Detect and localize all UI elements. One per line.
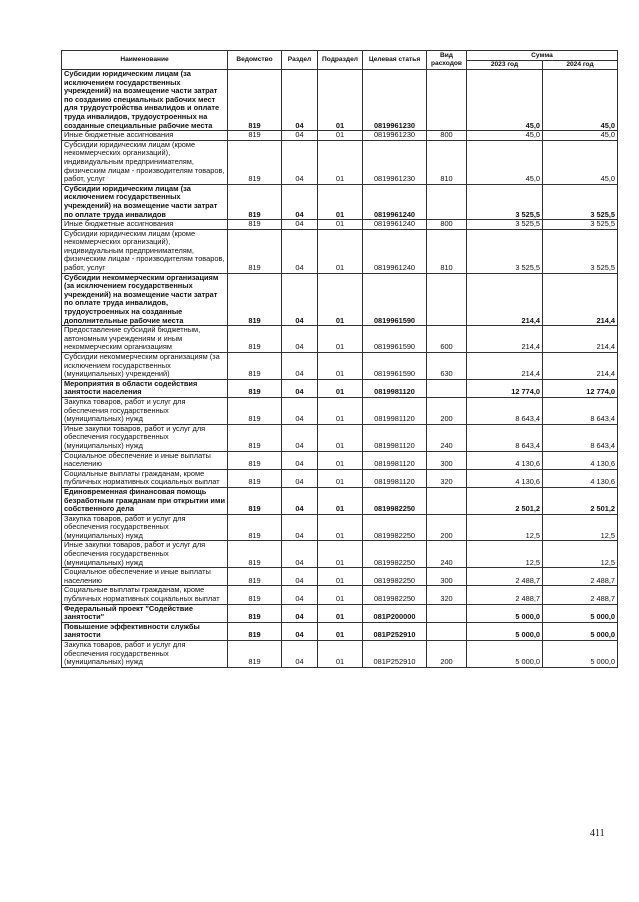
cell-sum-2024: 2 488,7: [543, 586, 618, 604]
cell-sum-2024: 8 643,4: [543, 397, 618, 424]
cell-name: Социальное обеспечение и иные выплаты населению: [62, 451, 228, 469]
cell-name: Субсидии юридическим лицам (за исключением государственных учреждений) на возмещение части затрат по созданию специальных рабочих мест для трудоустройства инвалидов и оплате труда инвалидов, трудоустроенных на созданные специальные рабочие места: [62, 70, 228, 131]
cell-podrazdel: 01: [318, 586, 363, 604]
cell-podrazdel: 01: [318, 379, 363, 397]
header-sum: Сумма: [467, 51, 618, 61]
cell-expense-type: 320: [427, 586, 467, 604]
cell-ved: 819: [228, 514, 282, 541]
cell-sum-2024: 2 501,2: [543, 487, 618, 514]
cell-name: Иные бюджетные ассигнования: [62, 220, 228, 230]
cell-razdel: 04: [282, 184, 318, 219]
cell-expense-type: 600: [427, 326, 467, 353]
cell-sum-2023: 8 643,4: [467, 424, 543, 451]
cell-sum-2024: 2 488,7: [543, 568, 618, 586]
cell-name: Закупка товаров, работ и услуг для обеспечения государственных (муниципальных) нужд: [62, 641, 228, 668]
cell-target-article: 081P200000: [363, 604, 427, 622]
cell-target-article: 0819982250: [363, 487, 427, 514]
page-number: 411: [590, 828, 605, 839]
cell-name: Федеральный проект "Содействие занятости": [62, 604, 228, 622]
cell-expense-type: 810: [427, 229, 467, 273]
cell-ved: 819: [228, 568, 282, 586]
cell-sum-2024: 45,0: [543, 131, 618, 141]
table-row: [62, 140, 618, 184]
cell-podrazdel: 01: [318, 397, 363, 424]
cell-target-article: 0819982250: [363, 586, 427, 604]
cell-razdel: 04: [282, 70, 318, 131]
cell-sum-2023: 8 643,4: [467, 397, 543, 424]
cell-ved: 819: [228, 397, 282, 424]
cell-razdel: 04: [282, 641, 318, 668]
cell-ved: 819: [228, 326, 282, 353]
cell-name: Субсидии некоммерческим организациям (за исключением государственных (муниципальных) учреждений): [62, 353, 228, 380]
cell-name: Иные бюджетные ассигнования: [62, 131, 228, 141]
cell-razdel: 04: [282, 424, 318, 451]
cell-ved: 819: [228, 379, 282, 397]
table-row: [62, 184, 618, 219]
header-expense-type: Вид расходов: [427, 51, 467, 70]
cell-sum-2023: 45,0: [467, 131, 543, 141]
cell-ved: 819: [228, 469, 282, 487]
cell-target-article: 081P252910: [363, 641, 427, 668]
table-row: [62, 487, 618, 514]
cell-razdel: 04: [282, 541, 318, 568]
cell-sum-2023: 5 000,0: [467, 622, 543, 640]
cell-razdel: 04: [282, 487, 318, 514]
cell-sum-2023: 4 130,6: [467, 451, 543, 469]
cell-target-article: 0819961590: [363, 273, 427, 326]
cell-podrazdel: 01: [318, 541, 363, 568]
cell-expense-type: [427, 622, 467, 640]
cell-expense-type: [427, 487, 467, 514]
cell-sum-2023: 5 000,0: [467, 641, 543, 668]
cell-expense-type: 300: [427, 451, 467, 469]
cell-ved: 819: [228, 70, 282, 131]
cell-podrazdel: 01: [318, 353, 363, 380]
cell-expense-type: [427, 604, 467, 622]
cell-expense-type: 630: [427, 353, 467, 380]
cell-name: Закупка товаров, работ и услуг для обеспечения государственных (муниципальных) нужд: [62, 514, 228, 541]
cell-podrazdel: 01: [318, 220, 363, 230]
cell-name: Предоставление субсидий бюджетным, автономным учреждениям и иным некоммерческим организациям: [62, 326, 228, 353]
table-row: [62, 586, 618, 604]
header-razdel: Раздел: [282, 51, 318, 70]
cell-ved: 819: [228, 229, 282, 273]
cell-razdel: 04: [282, 469, 318, 487]
cell-sum-2024: 12,5: [543, 514, 618, 541]
cell-target-article: 0819981120: [363, 469, 427, 487]
table-row: [62, 326, 618, 353]
cell-podrazdel: 01: [318, 131, 363, 141]
cell-sum-2023: 12 774,0: [467, 379, 543, 397]
cell-name: Субсидии юридическим лицам (кроме некоммерческих организаций), индивидуальным предпринимателям, физическим лицам - производителям товаров, работ, услуг: [62, 229, 228, 273]
cell-podrazdel: 01: [318, 641, 363, 668]
cell-name: Социальные выплаты гражданам, кроме публичных нормативных социальных выплат: [62, 586, 228, 604]
cell-sum-2023: 45,0: [467, 140, 543, 184]
cell-target-article: 0819982250: [363, 568, 427, 586]
cell-podrazdel: 01: [318, 487, 363, 514]
cell-expense-type: 320: [427, 469, 467, 487]
cell-expense-type: 810: [427, 140, 467, 184]
table-row: [62, 273, 618, 326]
cell-razdel: 04: [282, 451, 318, 469]
cell-razdel: 04: [282, 397, 318, 424]
cell-expense-type: 800: [427, 131, 467, 141]
cell-sum-2024: 3 525,5: [543, 229, 618, 273]
cell-razdel: 04: [282, 622, 318, 640]
cell-razdel: 04: [282, 514, 318, 541]
cell-razdel: 04: [282, 326, 318, 353]
cell-razdel: 04: [282, 273, 318, 326]
cell-podrazdel: 01: [318, 469, 363, 487]
cell-sum-2023: 2 488,7: [467, 586, 543, 604]
cell-sum-2024: 3 525,5: [543, 220, 618, 230]
cell-sum-2023: 12,5: [467, 541, 543, 568]
cell-name: Закупка товаров, работ и услуг для обеспечения государственных (муниципальных) нужд: [62, 397, 228, 424]
cell-sum-2024: 4 130,6: [543, 451, 618, 469]
budget-table-page: [61, 50, 617, 668]
table-header: [62, 51, 618, 70]
cell-sum-2024: 5 000,0: [543, 622, 618, 640]
cell-ved: 819: [228, 487, 282, 514]
cell-sum-2023: 2 488,7: [467, 568, 543, 586]
cell-sum-2024: 214,4: [543, 273, 618, 326]
cell-ved: 819: [228, 184, 282, 219]
cell-target-article: 0819981120: [363, 379, 427, 397]
cell-sum-2024: 3 525,5: [543, 184, 618, 219]
cell-target-article: 0819961590: [363, 353, 427, 380]
cell-razdel: 04: [282, 604, 318, 622]
table-row: [62, 397, 618, 424]
cell-sum-2023: 5 000,0: [467, 604, 543, 622]
cell-razdel: 04: [282, 379, 318, 397]
cell-ved: 819: [228, 273, 282, 326]
table-row: [62, 604, 618, 622]
table-row: [62, 229, 618, 273]
cell-name: Субсидии некоммерческим организациям (за исключением государственных учреждений) на возмещение части затрат по оплате труда инвалидов, трудоустроенных на созданные дополнительные рабочие места: [62, 273, 228, 326]
table-row: [62, 379, 618, 397]
cell-razdel: 04: [282, 586, 318, 604]
table-row: [62, 568, 618, 586]
cell-razdel: 04: [282, 140, 318, 184]
cell-sum-2024: 45,0: [543, 70, 618, 131]
table-row: [62, 469, 618, 487]
cell-expense-type: [427, 70, 467, 131]
cell-expense-type: [427, 273, 467, 326]
cell-target-article: 0819961230: [363, 131, 427, 141]
cell-ved: 819: [228, 140, 282, 184]
cell-expense-type: 200: [427, 397, 467, 424]
header-podrazdel: Подраздел: [318, 51, 363, 70]
cell-ved: 819: [228, 220, 282, 230]
cell-name: Социальное обеспечение и иные выплаты населению: [62, 568, 228, 586]
header-name: Наименование: [62, 51, 228, 70]
cell-sum-2024: 8 643,4: [543, 424, 618, 451]
table-body: [62, 70, 618, 668]
table-row: [62, 424, 618, 451]
cell-podrazdel: 01: [318, 70, 363, 131]
cell-podrazdel: 01: [318, 273, 363, 326]
cell-razdel: 04: [282, 220, 318, 230]
cell-target-article: 0819961590: [363, 326, 427, 353]
cell-sum-2024: 4 130,6: [543, 469, 618, 487]
cell-name: Социальные выплаты гражданам, кроме публичных нормативных социальных выплат: [62, 469, 228, 487]
cell-podrazdel: 01: [318, 140, 363, 184]
table-row: [62, 70, 618, 131]
cell-name: Мероприятия в области содействия занятости населения: [62, 379, 228, 397]
cell-name: Повышение эффективности службы занятости: [62, 622, 228, 640]
table-row: [62, 220, 618, 230]
cell-sum-2023: 3 525,5: [467, 229, 543, 273]
cell-ved: 819: [228, 641, 282, 668]
cell-razdel: 04: [282, 131, 318, 141]
cell-name: Субсидии юридическим лицам (за исключением государственных учреждений) на возмещение части затрат по оплате труда инвалидов: [62, 184, 228, 219]
cell-sum-2023: 4 130,6: [467, 469, 543, 487]
cell-expense-type: 200: [427, 641, 467, 668]
cell-ved: 819: [228, 353, 282, 380]
cell-expense-type: 240: [427, 424, 467, 451]
table-row: [62, 641, 618, 668]
cell-expense-type: 300: [427, 568, 467, 586]
header-ved: Ведомство: [228, 51, 282, 70]
cell-expense-type: 800: [427, 220, 467, 230]
cell-sum-2023: 3 525,5: [467, 220, 543, 230]
table-row: [62, 451, 618, 469]
cell-podrazdel: 01: [318, 229, 363, 273]
header-target-article: Целевая статья: [363, 51, 427, 70]
cell-razdel: 04: [282, 229, 318, 273]
cell-target-article: 0819981120: [363, 397, 427, 424]
table-row: [62, 514, 618, 541]
cell-target-article: 0819961240: [363, 184, 427, 219]
cell-expense-type: [427, 184, 467, 219]
cell-sum-2024: 45,0: [543, 140, 618, 184]
cell-podrazdel: 01: [318, 568, 363, 586]
cell-ved: 819: [228, 424, 282, 451]
table-row: [62, 353, 618, 380]
cell-expense-type: 240: [427, 541, 467, 568]
cell-sum-2024: 12,5: [543, 541, 618, 568]
cell-name: Субсидии юридическим лицам (кроме некоммерческих организаций), индивидуальным предпринимателям, физическим лицам - производителям товаров, работ, услуг: [62, 140, 228, 184]
cell-razdel: 04: [282, 353, 318, 380]
cell-ved: 819: [228, 131, 282, 141]
cell-expense-type: [427, 379, 467, 397]
cell-ved: 819: [228, 451, 282, 469]
cell-podrazdel: 01: [318, 451, 363, 469]
cell-target-article: 0819981120: [363, 451, 427, 469]
cell-name: Иные закупки товаров, работ и услуг для обеспечения государственных (муниципальных) нужд: [62, 541, 228, 568]
header-year-2024: 2024 год: [543, 61, 618, 70]
cell-sum-2024: 214,4: [543, 326, 618, 353]
cell-target-article: 0819981120: [363, 424, 427, 451]
cell-name: Единовременная финансовая помощь безработным гражданам при открытии ими собственного дела: [62, 487, 228, 514]
cell-sum-2023: 214,4: [467, 326, 543, 353]
header-year-2023: 2023 год: [467, 61, 543, 70]
cell-target-article: 081P252910: [363, 622, 427, 640]
cell-sum-2024: 5 000,0: [543, 604, 618, 622]
table-row: [62, 541, 618, 568]
cell-sum-2023: 3 525,5: [467, 184, 543, 219]
cell-ved: 819: [228, 604, 282, 622]
cell-razdel: 04: [282, 568, 318, 586]
cell-expense-type: 200: [427, 514, 467, 541]
cell-target-article: 0819982250: [363, 514, 427, 541]
cell-target-article: 0819961240: [363, 229, 427, 273]
table-row: [62, 131, 618, 141]
cell-sum-2024: 5 000,0: [543, 641, 618, 668]
cell-name: Иные закупки товаров, работ и услуг для обеспечения государственных (муниципальных) нужд: [62, 424, 228, 451]
cell-target-article: 0819961230: [363, 140, 427, 184]
cell-sum-2023: 214,4: [467, 353, 543, 380]
cell-target-article: 0819961230: [363, 70, 427, 131]
cell-podrazdel: 01: [318, 424, 363, 451]
cell-ved: 819: [228, 541, 282, 568]
cell-podrazdel: 01: [318, 184, 363, 219]
cell-sum-2023: 2 501,2: [467, 487, 543, 514]
cell-sum-2024: 214,4: [543, 353, 618, 380]
cell-podrazdel: 01: [318, 514, 363, 541]
cell-sum-2023: 45,0: [467, 70, 543, 131]
cell-podrazdel: 01: [318, 326, 363, 353]
cell-sum-2024: 12 774,0: [543, 379, 618, 397]
cell-podrazdel: 01: [318, 604, 363, 622]
budget-table: [61, 50, 618, 668]
cell-sum-2023: 12,5: [467, 514, 543, 541]
cell-sum-2023: 214,4: [467, 273, 543, 326]
cell-ved: 819: [228, 622, 282, 640]
cell-podrazdel: 01: [318, 622, 363, 640]
cell-target-article: 0819982250: [363, 541, 427, 568]
table-row: [62, 622, 618, 640]
cell-ved: 819: [228, 586, 282, 604]
cell-target-article: 0819961240: [363, 220, 427, 230]
